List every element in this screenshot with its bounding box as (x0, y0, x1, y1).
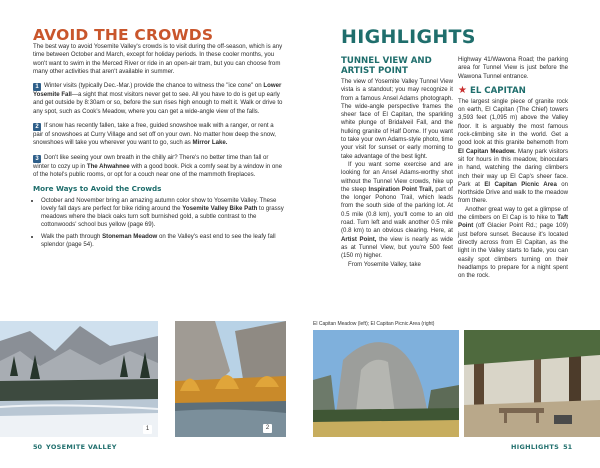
photo-caption: El Capitan Meadow (left); El Capitan Picnic Area (right) (313, 321, 435, 327)
paragraph: From Yosemite Valley, take (348, 260, 421, 268)
section-title-el-capitan: ★ EL CAPITAN (458, 84, 526, 96)
right-column-1 (341, 56, 453, 269)
paragraph: If you want some exercise and are looking for an Ansel Adams-worthy shot without the Tunnel View crowds, hike up the steep Inspiration Point Trail, part of the longer Pohono Trail, which leads from the south side of the parking lot. At 0.5 mile (0.8 km), you'll come to an old road. Turn left and walk another 0.5 mile (0.8 km) to an obvious clearing. Here, at Artist Point, the view is nearly as wide as at Tunnel View, but you're 500 feet (150 m) higher. (341, 160, 454, 260)
paragraph: Another great way to get a glimpse of the climbers on El Cap is to hike to Taft Point (off Glacier Point Rd.; page 109) just before sunset. Because it's located directly across from El Capitan, as the light in the Valley starts to fade, you can easily spot climbers turning on their headlamps to prepare for a night spent on the rock. (458, 205, 568, 280)
paragraph: The largest single piece of granite rock on earth, El Capitan (The Chief) towers 3,593 feet (1,095 m) above the Valley floor. It is arguably the most famous rock-climbing site in the world. Get a good look at this granite behemoth from El Capitan Meadow. Many park visitors sit for hours in this meadow, binoculars in hand, watching the daring climbers inch their way up El Cap's sheer face. Park at El Capitan Picnic Area on Northside Drive and walk to the meadow from there. (458, 97, 569, 205)
more-ways-list (33, 197, 285, 250)
running-footer: HIGHLIGHTS (511, 443, 560, 451)
right-folio (511, 443, 576, 451)
left-page-title: AVOID THE CROWDS (33, 26, 214, 44)
intro-paragraph: The best way to avoid Yosemite Valley's crowds is to visit during the off-season, which is any time between October and March, except for holiday periods. In these cooler months, you won't want to swim in the Merced River or ride in an open-air tram, but you can choose from many other activities that aren't available in summer. (33, 43, 283, 75)
number-badge: 3 (33, 155, 41, 163)
tip-3: 3 Don't like seeing your own breath in the chilly air? There's no better time than fall or winter to cozy up in The Ahwahnee with a good book. Pick a comfy seat by a window in one of the hotel's public rooms, or opt for a couch near one of the mammoth fireplaces. (33, 153, 283, 178)
paragraph: The view of Yosemite Valley Tunnel View vista is a standout; you may recognize it from a famous Ansel Adams photograph. The wide-angle perspective frames the sheer face of El Capitan, the sparkling white plunge of Bridalveil Fall, and the hulking granite of Half Dome. If you want to take your own Adams-style photo, time your visit for sunset or early morning to take advantage of the best light. (341, 78, 453, 160)
running-footer: YOSEMITE VALLEY (46, 443, 117, 451)
photo-el-capitan-meadow (313, 330, 459, 437)
right-page-title: HIGHLIGHTS (341, 26, 476, 48)
photo-number-badge: 1 (143, 425, 152, 434)
tip-2: 2 If snow has recently fallen, take a free, guided snowshoe walk with a ranger, or rent a pair of snowshoes at Curry Village and set off on your own. No matter how deep the snow, snowshoes will take you wherever you want to go, such as Mirror Lake. (33, 122, 276, 147)
photo-number-badge: 2 (263, 424, 272, 433)
right-column-2 (458, 56, 568, 280)
star-icon: ★ (458, 84, 467, 96)
photo-fall-colors (175, 321, 286, 437)
photo-winter-valley (0, 321, 158, 437)
page-number: 51 (563, 443, 573, 451)
left-folio (33, 443, 117, 451)
photo-el-capitan-picnic-area (464, 330, 600, 437)
left-page-body (33, 43, 285, 252)
number-badge: 2 (33, 123, 41, 131)
more-ways-heading: More Ways to Avoid the Crowds (33, 184, 162, 194)
page-number: 50 (33, 443, 43, 451)
paragraph: Highway 41/Wawona Road; the parking area for Tunnel View is just before the Wawona Tunnel entrance. (458, 56, 568, 80)
section-title-tunnel-view: TUNNEL VIEW AND ARTIST POINT (341, 56, 432, 76)
tip-1: 1 Winter visits (typically Dec.-Mar.) provide the chance to witness the "ice cone" on Lower Yosemite Fall—a sight that most visitors never get to see. All you have to do is get up early and get outside by 8:30am or so, before the sun rises high enough to melt it. Walk or drive to any spot, such as Cook's Meadow, where you can get a wide-angle view of the falls. (33, 82, 283, 115)
list-item: • Walk the path through Stoneman Meadow on the Valley's east end to see the leafy fall splendor (page 54). (41, 233, 285, 250)
number-badge: 1 (33, 83, 41, 91)
list-item: • October and November bring an amazing autumn color show to Yosemite Valley. These lovely fall days are perfect for bike riding around the Yosemite Valley Bike Path to grassy meadows where the black oaks turn soft burnished gold, a subtle contrast to the cottonwoods' school bus yellow (page 69). (41, 197, 285, 230)
